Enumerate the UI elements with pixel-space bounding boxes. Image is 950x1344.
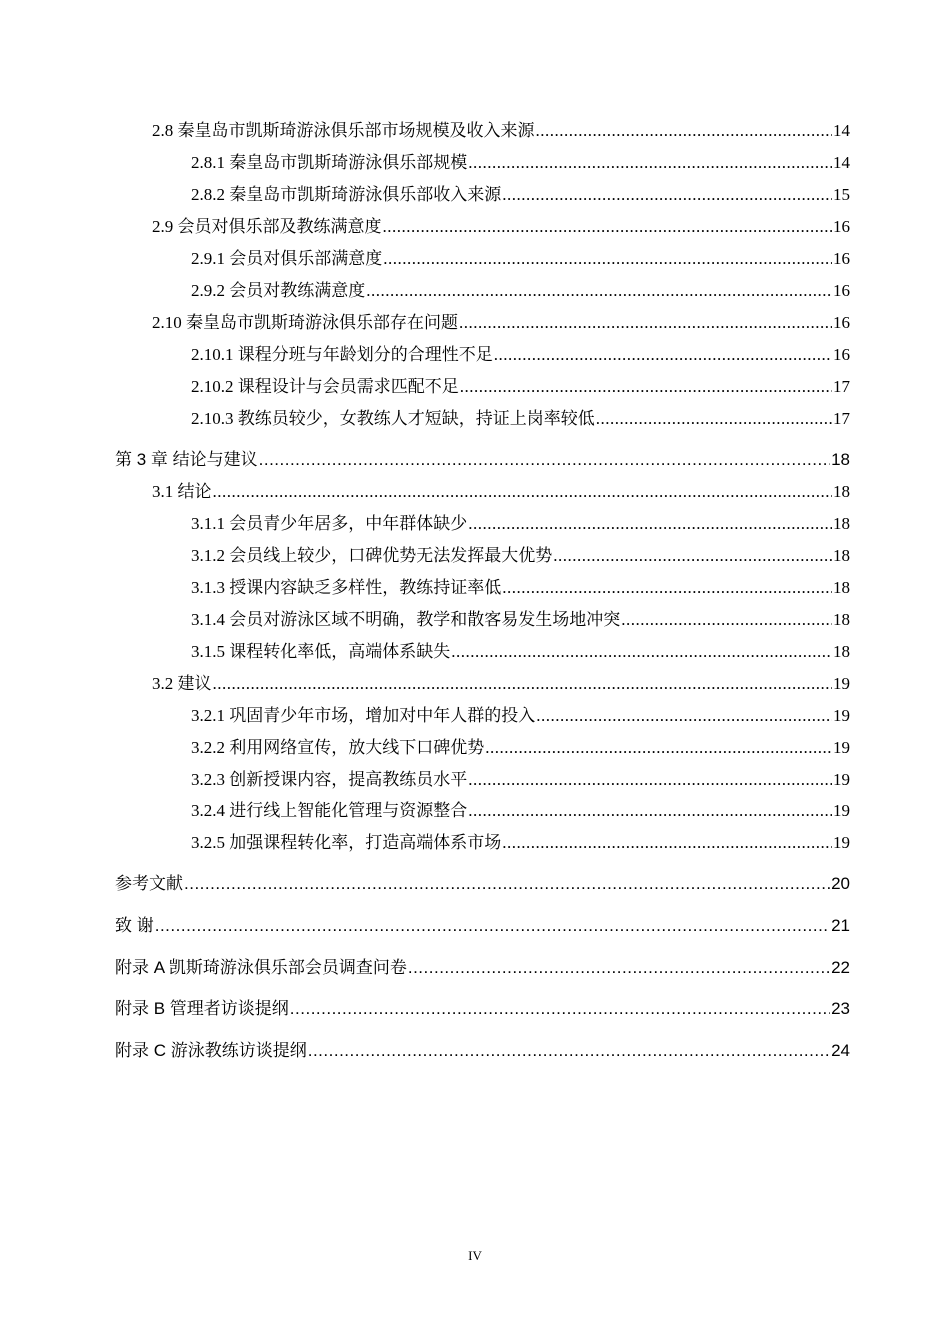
toc-entry-title: 3.2 建议 — [152, 674, 212, 693]
toc-entry-page: 18 — [831, 450, 850, 469]
toc-entry-title: 2.8 秦皇岛市凯斯琦游泳俱乐部市场规模及收入来源 — [152, 121, 535, 140]
toc-leader-dots — [468, 152, 832, 174]
toc-entry-title: 2.9 会员对俱乐部及教练满意度 — [152, 217, 382, 236]
toc-entry-page: 16 — [833, 217, 850, 236]
toc-leader-dots — [553, 545, 832, 567]
toc-entry-page: 20 — [831, 874, 850, 893]
toc-entry-title: 附录 A 凯斯琦游泳俱乐部会员调查问卷 — [115, 958, 407, 977]
toc-entry-page: 17 — [833, 377, 850, 396]
toc-leader-dots — [468, 800, 832, 822]
toc-entry[interactable] — [191, 832, 850, 854]
toc-entry-page: 19 — [833, 770, 850, 789]
toc-entry-page: 16 — [833, 281, 850, 300]
toc-leader-dots — [290, 998, 830, 1020]
toc-leader-dots — [383, 216, 833, 238]
toc-leader-dots — [408, 957, 830, 979]
toc-entry[interactable] — [191, 248, 850, 270]
toc-leader-dots — [596, 408, 832, 430]
toc-entry-title: 3.2.3 创新授课内容，提高教练员水平 — [191, 770, 468, 789]
toc-entry-page: 18 — [833, 642, 850, 661]
toc-entry-title: 2.8.1 秦皇岛市凯斯琦游泳俱乐部规模 — [191, 153, 468, 172]
toc-entry-page: 23 — [831, 999, 850, 1018]
toc-entry-page: 18 — [833, 482, 850, 501]
toc-leader-dots — [184, 873, 830, 895]
toc-entry-page: 19 — [833, 738, 850, 757]
toc-entry-page: 15 — [833, 185, 850, 204]
toc-leader-dots — [213, 673, 833, 695]
toc-leader-dots — [460, 376, 832, 398]
toc-leader-dots — [536, 705, 832, 727]
toc-entry-page: 19 — [833, 833, 850, 852]
toc-entry-title: 3.2.1 巩固青少年市场，增加对中年人群的投入 — [191, 706, 536, 725]
toc-entry-title: 2.8.2 秦皇岛市凯斯琦游泳俱乐部收入来源 — [191, 185, 502, 204]
toc-leader-dots — [485, 737, 832, 759]
toc-leader-dots — [502, 577, 832, 599]
toc-entry-page: 24 — [831, 1041, 850, 1060]
toc-entry-page: 16 — [833, 249, 850, 268]
toc-entry-title: 3.1 结论 — [152, 482, 212, 501]
toc-leader-dots — [213, 481, 833, 503]
toc-leader-dots — [494, 344, 832, 366]
toc-entry-title: 3.2.2 利用网络宣传，放大线下口碑优势 — [191, 738, 485, 757]
toc-entry-title: 附录 C 游泳教练访谈提纲 — [115, 1041, 307, 1060]
toc-entry-chapter[interactable] — [115, 873, 850, 895]
toc-entry-chapter[interactable] — [115, 915, 850, 937]
toc-entry-page: 18 — [833, 578, 850, 597]
toc-entry[interactable] — [152, 481, 850, 503]
toc-leader-dots — [536, 120, 833, 142]
toc-leader-dots — [621, 609, 832, 631]
toc-entry-page: 14 — [833, 121, 850, 140]
toc-entry[interactable] — [152, 673, 850, 695]
toc-entry[interactable] — [191, 280, 850, 302]
toc-entry[interactable] — [191, 545, 850, 567]
toc-leader-dots — [451, 641, 832, 663]
toc-entry-title: 2.10.1 课程分班与年龄划分的合理性不足 — [191, 345, 493, 364]
toc-entry[interactable] — [152, 312, 850, 334]
toc-entry[interactable] — [191, 641, 850, 663]
toc-entry[interactable] — [191, 769, 850, 791]
toc-entry[interactable] — [191, 800, 850, 822]
toc-leader-dots — [459, 312, 832, 334]
toc-entry-title: 附录 B 管理者访谈提纲 — [115, 999, 289, 1018]
toc-entry-title: 3.1.2 会员线上较少，口碑优势无法发挥最大优势 — [191, 546, 553, 565]
toc-entry[interactable] — [191, 344, 850, 366]
toc-entry-title: 2.10.2 课程设计与会员需求匹配不足 — [191, 377, 459, 396]
toc-entry-title: 3.2.5 加强课程转化率，打造高端体系市场 — [191, 833, 502, 852]
toc-entry-title: 3.2.4 进行线上智能化管理与资源整合 — [191, 801, 468, 820]
toc-entry-page: 18 — [833, 610, 850, 629]
toc-entry-title: 2.9.1 会员对俱乐部满意度 — [191, 249, 383, 268]
toc-entry[interactable] — [191, 609, 850, 631]
toc-entry-title: 3.1.3 授课内容缺乏多样性，教练持证率低 — [191, 578, 502, 597]
toc-entry[interactable] — [191, 577, 850, 599]
toc-entry-page: 22 — [831, 958, 850, 977]
toc-leader-dots — [502, 832, 832, 854]
toc-entry-page: 19 — [833, 674, 850, 693]
toc-entry[interactable] — [191, 152, 850, 174]
toc-leader-dots — [308, 1040, 830, 1062]
toc-entry-page: 17 — [833, 409, 850, 428]
toc-leader-dots — [383, 248, 832, 270]
toc-entry-page: 19 — [833, 801, 850, 820]
page-number-footer: IV — [468, 1248, 482, 1263]
toc-entry-title: 参考文献 — [115, 874, 183, 893]
toc-entry-page: 14 — [833, 153, 850, 172]
toc-leader-dots — [366, 280, 832, 302]
toc-leader-dots — [259, 449, 830, 471]
toc-entry-title: 3.1.1 会员青少年居多，中年群体缺少 — [191, 514, 468, 533]
toc-entry[interactable] — [191, 408, 850, 430]
toc-entry[interactable] — [191, 705, 850, 727]
toc-entry[interactable] — [191, 737, 850, 759]
toc-entry-chapter[interactable] — [115, 449, 850, 471]
toc-entry-title: 3.1.5 课程转化率低，高端体系缺失 — [191, 642, 451, 661]
toc-entry[interactable] — [152, 216, 850, 238]
toc-entry-title: 致 谢 — [115, 916, 154, 935]
toc-entry-page: 18 — [833, 514, 850, 533]
toc-entry[interactable] — [191, 376, 850, 398]
toc-entry-page: 21 — [831, 916, 850, 935]
toc-entry[interactable] — [152, 120, 850, 142]
toc-entry-page: 16 — [833, 313, 850, 332]
toc-leader-dots — [468, 513, 832, 535]
toc-leader-dots — [502, 184, 832, 206]
toc-entry-page: 16 — [833, 345, 850, 364]
toc-entry-title: 3.1.4 会员对游泳区域不明确，教学和散客易发生场地冲突 — [191, 610, 621, 629]
toc-entry-chapter[interactable] — [115, 957, 850, 979]
toc-entry[interactable] — [191, 513, 850, 535]
toc-entry-title: 2.9.2 会员对教练满意度 — [191, 281, 366, 300]
toc-entry[interactable] — [191, 184, 850, 206]
toc-entry-page: 18 — [833, 546, 850, 565]
toc-entry-title: 第 3 章 结论与建议 — [115, 450, 258, 469]
toc-entry-title: 2.10.3 教练员较少，女教练人才短缺，持证上岗率较低 — [191, 409, 595, 428]
toc-leader-dots — [155, 915, 830, 937]
toc-entry-chapter[interactable] — [115, 1040, 850, 1062]
toc-entry-title: 2.10 秦皇岛市凯斯琦游泳俱乐部存在问题 — [152, 313, 458, 332]
toc-leader-dots — [468, 769, 832, 791]
toc-entry-page: 19 — [833, 706, 850, 725]
toc-entry-chapter[interactable] — [115, 998, 850, 1020]
